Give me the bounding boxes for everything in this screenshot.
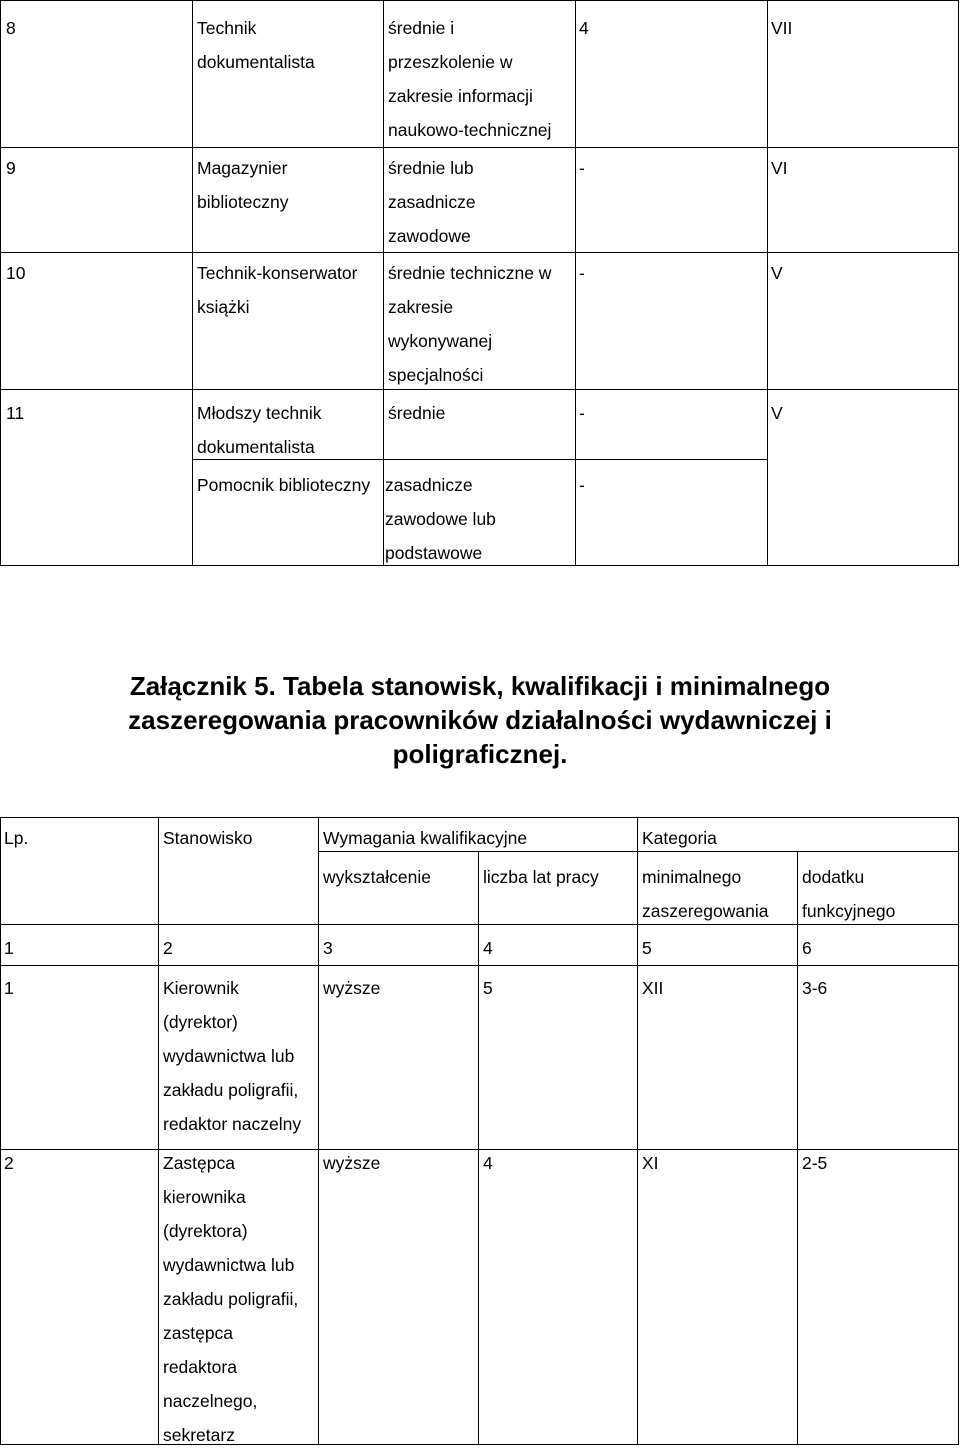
years-cell: 5 (483, 978, 493, 998)
position-line: książki (197, 297, 250, 317)
table-rule (192, 0, 193, 566)
table-rule (0, 965, 959, 966)
category-cell: VII (771, 18, 793, 38)
position-cell (163, 1146, 298, 1452)
table-rule (958, 817, 959, 1445)
education-line: zakresie informacji (388, 86, 533, 106)
position-line: Pomocnik biblioteczny (197, 475, 371, 495)
education-line: wykonywanej (388, 331, 493, 351)
grade-cell: XII (642, 978, 664, 998)
table-rule (0, 252, 959, 253)
position-line: dokumentalista (197, 52, 315, 72)
column-number: 3 (323, 938, 333, 958)
position-line: wydawnictwa lub (163, 1046, 295, 1066)
position-cell (197, 256, 357, 324)
position-line: zakładu poligrafii, (163, 1080, 299, 1100)
position-line: Magazynier (197, 158, 288, 178)
column-number: 2 (163, 938, 173, 958)
table-rule (318, 817, 319, 1445)
position-cell (197, 151, 288, 219)
header-education: wykształcenie (323, 867, 431, 887)
years-cell: - (579, 263, 585, 283)
years-cell: - (579, 475, 585, 495)
table-rule (0, 147, 959, 148)
table-rule (0, 0, 959, 1)
education-line: zawodowe (388, 226, 471, 246)
category-cell: V (771, 263, 783, 283)
education-cell: wyższe (323, 978, 381, 998)
years-cell: - (579, 403, 585, 423)
column-number: 5 (642, 938, 652, 958)
table-rule (478, 851, 479, 1445)
column-number: 6 (802, 938, 812, 958)
position-line: zakładu poligrafii, (163, 1289, 299, 1309)
header-position: Stanowisko (163, 828, 253, 848)
position-line: biblioteczny (197, 192, 289, 212)
table-rule (158, 817, 159, 1445)
education-line: specjalności (388, 365, 484, 385)
position-line: Młodszy technik (197, 403, 322, 423)
position-line: (dyrektora) (163, 1221, 248, 1241)
years-cell: - (579, 158, 585, 178)
header-line: funkcyjnego (802, 901, 896, 921)
header-requirements: Wymagania kwalifikacyjne (323, 828, 528, 848)
position-line: Zastępca (163, 1153, 235, 1173)
table-rule (767, 0, 768, 566)
table-rule (797, 851, 798, 1445)
education-line: zasadnicze (385, 475, 473, 495)
position-line: Technik (197, 18, 257, 38)
years-cell: 4 (483, 1153, 493, 1173)
position-line: redaktora (163, 1357, 237, 1377)
education-line: zawodowe lub (385, 509, 496, 529)
table-rule (0, 817, 1, 1445)
header-line: dodatku (802, 867, 865, 887)
table-rule (575, 0, 576, 566)
table-rule (0, 817, 959, 818)
header-min-grade (642, 860, 768, 928)
education-cell (388, 256, 551, 392)
position-cell (197, 396, 322, 464)
category-cell: VI (771, 158, 788, 178)
table-rule (0, 1444, 959, 1445)
education-line: zakresie (388, 297, 454, 317)
education-line: podstawowe (385, 543, 483, 563)
bonus-cell: 3-6 (802, 978, 828, 998)
education-line: naukowo-technicznej (388, 120, 552, 140)
education-line: zasadnicze (388, 192, 476, 212)
position-line: Kierownik (163, 978, 239, 998)
position-line: kierownika (163, 1187, 246, 1207)
category-cell: V (771, 403, 783, 423)
position-line: Technik-konserwator (197, 263, 358, 283)
row-number: 11 (6, 403, 25, 423)
row-number: 9 (6, 158, 16, 178)
table-rule (637, 817, 638, 1445)
education-cell: wyższe (323, 1153, 381, 1173)
header-years: liczba lat pracy (483, 867, 599, 887)
row-number: 8 (6, 18, 16, 38)
table-rule (383, 0, 384, 566)
position-cell (163, 971, 301, 1141)
positions-qualifications-table (0, 817, 959, 1445)
row-number: 10 (6, 263, 26, 283)
position-line: (dyrektor) (163, 1012, 238, 1032)
column-number: 1 (4, 938, 14, 958)
position-line: naczelnego, (163, 1391, 258, 1411)
grade-cell: XI (642, 1153, 659, 1173)
position-cell (197, 11, 315, 79)
heading-line: zaszeregowania pracowników działalności wydawniczej i (128, 705, 832, 735)
table-rule (958, 0, 959, 566)
years-cell: 4 (579, 18, 589, 38)
header-line: zaszeregowania (642, 901, 769, 921)
education-line: średnie i (388, 18, 455, 38)
header-category: Kategoria (642, 828, 717, 848)
education-cell (388, 11, 551, 147)
column-number: 4 (483, 938, 493, 958)
position-cell (197, 468, 370, 502)
education-line: przeszkolenie w (388, 52, 513, 72)
position-line: sekretarz (163, 1425, 235, 1445)
table-rule (0, 0, 1, 566)
position-line: redaktor naczelny (163, 1114, 302, 1134)
row-number: 2 (4, 1153, 14, 1173)
education-line: średnie techniczne w (388, 263, 552, 283)
education-cell (388, 151, 476, 253)
header-lp: Lp. (4, 828, 29, 848)
header-line: minimalnego (642, 867, 742, 887)
header-bonus (802, 860, 895, 928)
heading-line: Załącznik 5. Tabela stanowisk, kwalifikacji i minimalnego (129, 671, 831, 701)
qualifications-table-continued (0, 0, 959, 566)
row-number: 1 (4, 978, 14, 998)
education-line: średnie (388, 403, 446, 423)
education-line: średnie lub (388, 158, 474, 178)
annex-heading (30, 669, 930, 771)
heading-line: poligraficznej. (392, 739, 568, 769)
position-line: dokumentalista (197, 437, 315, 457)
education-cell (388, 396, 445, 430)
position-line: wydawnictwa lub (163, 1255, 295, 1275)
education-cell (385, 468, 496, 570)
position-line: zastępca (163, 1323, 234, 1343)
bonus-cell: 2-5 (802, 1153, 828, 1173)
